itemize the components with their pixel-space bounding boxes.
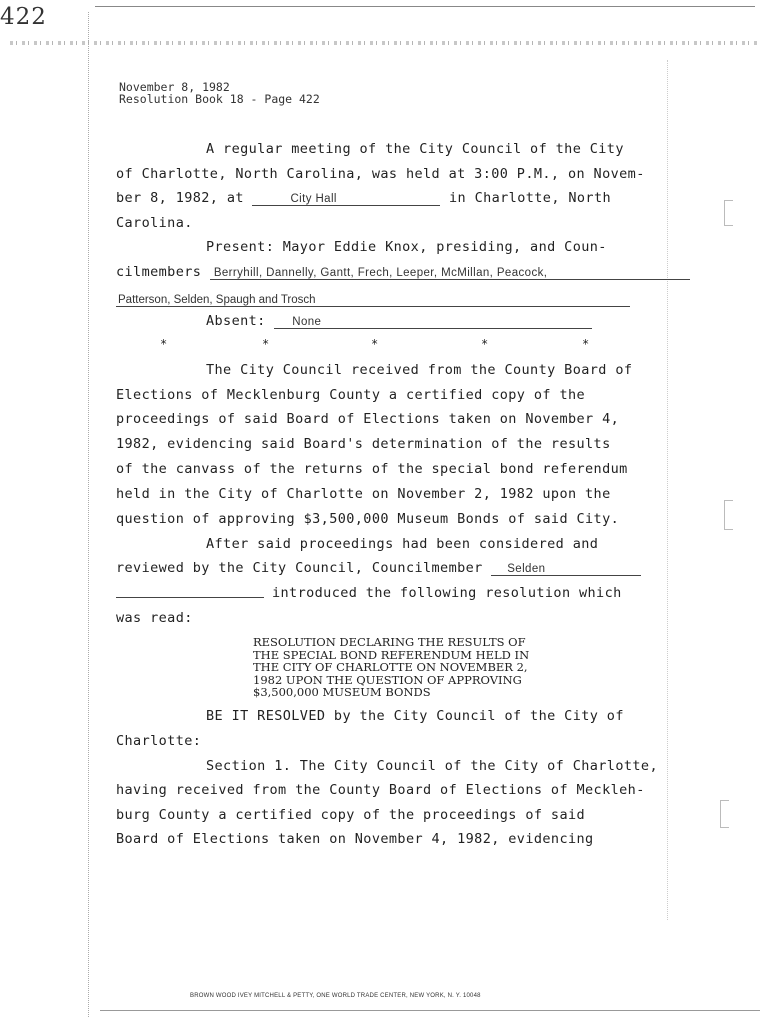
separator-star: *	[481, 337, 489, 351]
intro-line-3-start: ber 8, 1982, at	[116, 190, 244, 206]
separator-star: *	[160, 337, 168, 351]
present-names-line-1	[116, 264, 690, 280]
introduction-line-1: After said proceedings had been considered and	[206, 536, 599, 552]
absent-line	[206, 313, 592, 329]
meeting-date: November 8, 1982	[119, 80, 230, 94]
margin-bracket	[724, 200, 733, 226]
top-rule	[95, 6, 755, 7]
present-names-line-2	[116, 288, 630, 307]
scan-noise-strip	[10, 41, 760, 45]
caption-line: $3,500,000 MUSEUM BONDS	[253, 685, 431, 699]
meeting-location-field: City Hall	[252, 193, 440, 206]
introduction-line-3: introduced the following resolution which	[272, 585, 622, 601]
right-margin-line	[667, 60, 668, 920]
blank-underline	[116, 597, 264, 598]
present-names-1: Berryhill, Dannelly, Gantt, Frech, Leeper, McMillan, Peacock,	[210, 267, 690, 280]
section1-line-1: Section 1. The City Council of the City of Charlotte,	[206, 758, 658, 774]
receipt-line-7: question of approving $3,500,000 Museum Bonds of said City.	[116, 511, 620, 527]
receipt-line-6: held in the City of Charlotte on November 2, 1982 upon the	[116, 486, 611, 502]
resolution-caption	[253, 636, 529, 699]
section1-line-3: burg County a certified copy of the proceedings of said	[116, 807, 586, 823]
absent-label: Absent:	[206, 313, 266, 329]
separator-star: *	[371, 337, 379, 351]
councilmember-field: Selden	[491, 563, 641, 576]
absent-value: None	[274, 316, 592, 329]
intro-line-3-end: in Charlotte, North	[448, 190, 612, 206]
separator-star: *	[262, 337, 270, 351]
present-names-2: Patterson, Selden, Spaugh and Trosch	[116, 294, 630, 307]
introduction-line-2-start: reviewed by the City Council, Councilmember	[116, 560, 483, 576]
caption-line: THE SPECIAL BOND REFERENDUM HELD IN	[253, 647, 530, 662]
receipt-line-1: The City Council received from the County Board of	[206, 362, 633, 378]
margin-bracket	[720, 800, 729, 828]
caption-line: 1982 UPON THE QUESTION OF APPROVING	[253, 672, 522, 687]
caption-line: THE CITY OF CHARLOTTE ON NOVEMBER 2,	[253, 660, 528, 674]
resolved-line-1: BE IT RESOLVED by the City Council of the City of	[206, 708, 624, 724]
caption-line: RESOLUTION DECLARING THE RESULTS OF	[253, 635, 526, 649]
resolution-book-ref: Resolution Book 18 - Page 422	[119, 92, 320, 106]
intro-line-3	[116, 190, 611, 206]
intro-line-1: A regular meeting of the City Council of the City	[206, 141, 624, 157]
present-line: Present: Mayor Eddie Knox, presiding, and Coun-	[206, 239, 607, 255]
receipt-line-4: 1982, evidencing said Board's determination of the results	[116, 436, 611, 452]
introduction-line-2	[116, 560, 641, 576]
section1-line-2: having received from the County Board of Elections of Meckleh-	[116, 782, 645, 798]
introduction-line-4: was read:	[116, 610, 193, 626]
intro-line-4: Carolina.	[116, 215, 193, 231]
intro-line-2: of Charlotte, North Carolina, was held at 3:00 P.M., on Novem-	[116, 166, 645, 182]
cilmembers-prefix: cilmembers	[116, 264, 202, 280]
left-margin-line	[88, 12, 89, 1017]
section1-line-4: Board of Elections taken on November 4, 1982, evidencing	[116, 831, 594, 847]
resolved-line-2: Charlotte:	[116, 733, 202, 749]
margin-bracket	[724, 500, 733, 530]
receipt-line-2: Elections of Mecklenburg County a certified copy of the	[116, 387, 586, 403]
receipt-line-3: proceedings of said Board of Elections taken on November 4,	[116, 411, 620, 427]
bottom-rule	[100, 1010, 760, 1011]
separator-star: *	[582, 337, 590, 351]
page-number: 422	[0, 4, 47, 30]
receipt-line-5: of the canvass of the returns of the special bond referendum	[116, 461, 628, 477]
printer-imprint: BROWN WOOD IVEY MITCHELL & PETTY, ONE WORLD TRADE CENTER, NEW YORK, N. Y. 10048	[190, 993, 481, 999]
